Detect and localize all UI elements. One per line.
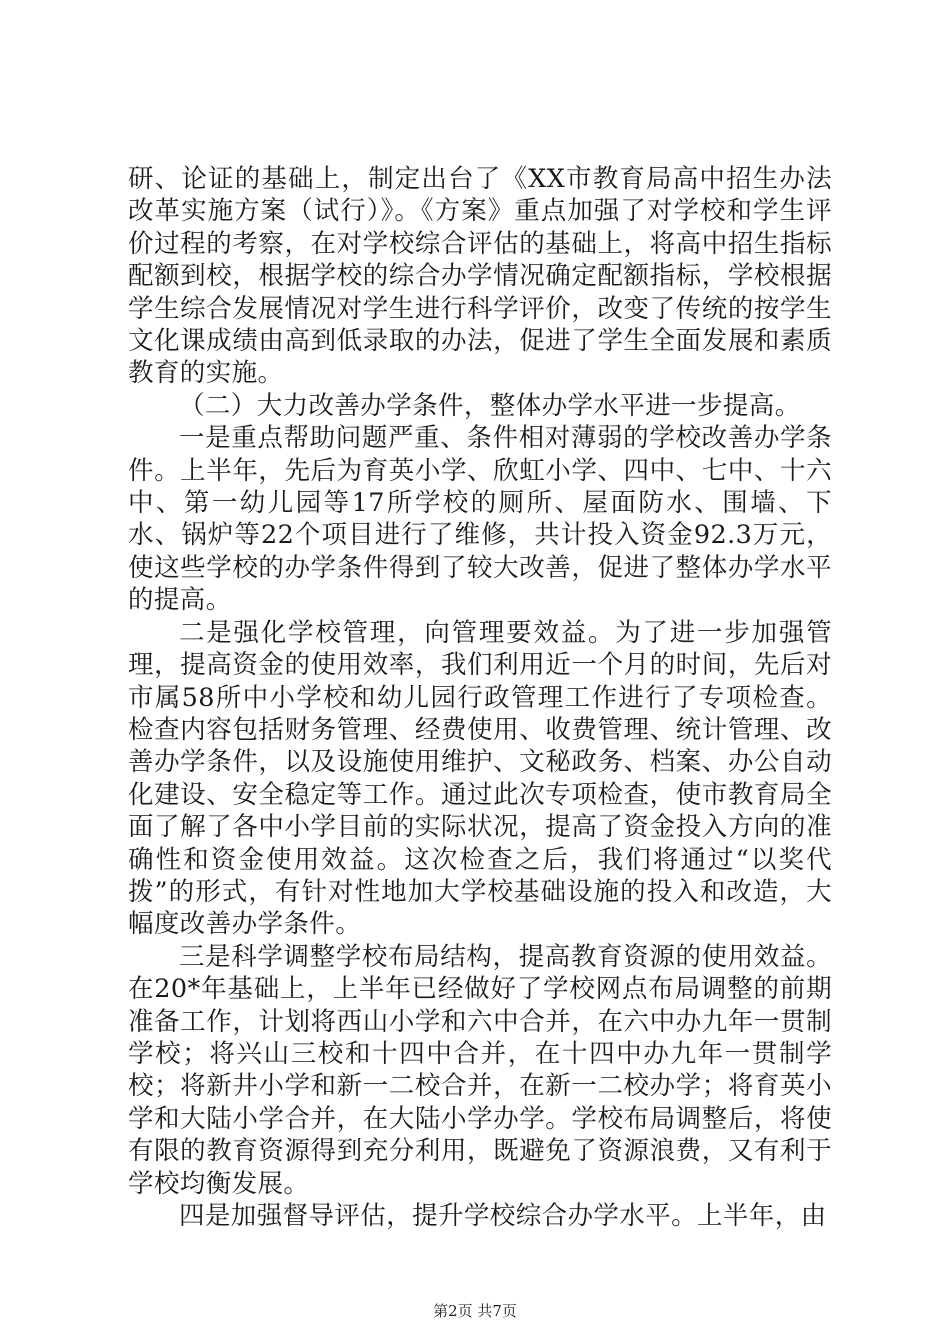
- section-heading-2: （二）大力改善办学条件，整体办学水平进一步提高。: [179, 390, 801, 421]
- paragraph-3: 一是重点帮助问题严重、条件相对薄弱的学校改善办学条件。上半年，先后为育英小学、欣虹小学、四中、七中、十六中、第一幼儿园等17所学校的厕所、屋面防水、围墙、下水、锅炉等22个项目进行了维修，共计投入资金92.3万元，使这些学校的办学条件得到了较大改善，促进了整体办学水平的提高。: [128, 423, 832, 616]
- document-body: [128, 163, 832, 1232]
- paragraph-1: 研、论证的基础上，制定出台了《XX市教育局高中招生办法改革实施方案（试行）》。《方案》重点加强了对学校和学生评价过程的考察，在对学校综合评估的基础上，将高中招生指标配额到校，根据学校的综合办学情况确定配额指标，学校根据学生综合发展情况对学生进行科学评价，改变了传统的按学生文化课成绩由高到低录取的办法，促进了学生全面发展和素质教育的实施。: [128, 164, 832, 389]
- paragraph-5: 三是科学调整学校布局结构，提高教育资源的使用效益。在20*年基础上，上半年已经做好了学校网点布局调整的前期准备工作，计划将西山小学和六中合并，在六中办九年一贯制学校；将兴山三校和十四中合并，在十四中办九年一贯制学校；将新井小学和新一二校合并，在新一二校办学；将育英小学和大陆小学合并，在大陆小学办学。学校布局调整后，将使有限的教育资源得到充分利用，既避免了资源浪费，又有利于学校均衡发展。: [128, 941, 832, 1199]
- page-number-footer: 第2页 共7页: [433, 1302, 517, 1320]
- paragraph-6: 四是加强督导评估，提升学校综合办学水平。上半年，由: [179, 1201, 827, 1231]
- paragraph-4: 二是强化学校管理，向管理要效益。为了进一步加强管理，提高资金的使用效率，我们利用近一个月的时间，先后对市属58所中小学校和幼儿园行政管理工作进行了专项检查。检查内容包括财务管理、经费使用、收费管理、统计管理、改善办学条件，以及设施使用维护、文秘政务、档案、办公自动化建设、安全稳定等工作。通过此次专项检查，使市教育局全面了解了各中小学目前的实际状况，提高了资金投入方向的准确性和资金使用效益。这次检查之后，我们将通过“以奖代拨”的形式，有针对性地加大学校基础设施的投入和改造，大幅度改善办学条件。: [128, 617, 832, 940]
